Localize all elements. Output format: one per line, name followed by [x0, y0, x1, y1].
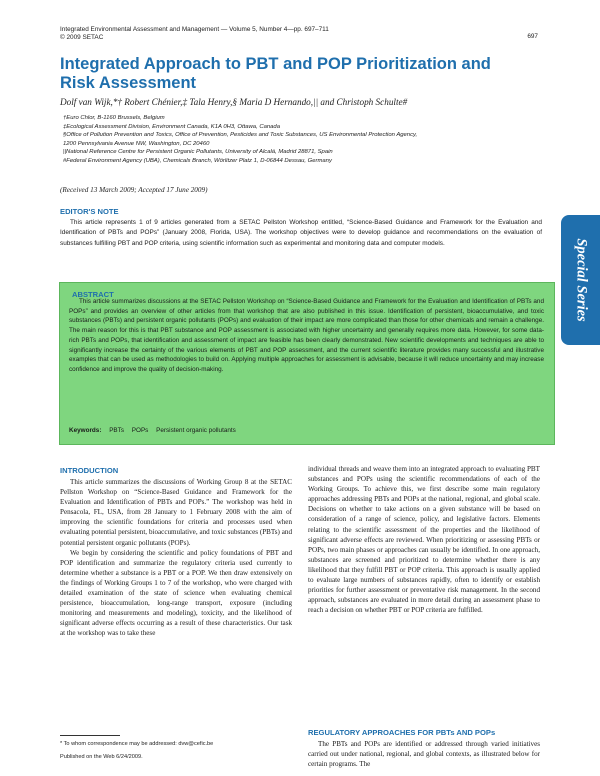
- page-number: 697: [527, 33, 538, 40]
- affiliation: ||National Reference Centre for Persistent Organic Pollutants, University of Alcalá, Madrid 28871, Spain: [63, 149, 333, 156]
- footnote-divider: [60, 735, 120, 736]
- abstract-heading: ABSTRACT: [72, 290, 114, 299]
- intro-paragraph-2: We begin by considering the scientific and policy foundations of PBT and POP identification and summarize the regulatory criteria used currently to determine whether a substance is a PBT or a POP. We then draw extensively on the findings of Working Groups 1 to 7 of the workshop, who were charged with detailed examination of the state of science when evaluating chemical persistence, bioaccumulation, long-range transport, exposure (including monitoring and measurements and modeling), toxicity, and the likelihood of significant adverse effects occurring as a result of these characteristics. Our task at the workshop was to take these: [60, 548, 292, 638]
- journal-copyright: © 2009 SETAC: [60, 34, 104, 41]
- affiliation: 1200 Pennsylvania Avenue NW, Washington, DC 20460: [63, 140, 210, 147]
- left-column: [60, 477, 292, 639]
- keyword: POPs: [131, 427, 149, 434]
- right-column-continued: [308, 739, 540, 769]
- intro-paragraph-1: This article summarizes the discussions of Working Group 8 at the SETAC Pellston Workshop on “Science-Based Guidance and Framework for the Evaluation and Identification of PBTs and POPs.” The workshop was held in Pensacola, FL, USA, from 28 January to 1 February 2008 with the aim of improving the scientific foundations for criteria and processes used when evaluating potential persistent, bioaccumulative, and toxic substances (PBTs) and potential persistent organic pollutants (POPs).: [60, 478, 292, 547]
- right-paragraph-2: The PBTs and POPs are identified or addressed through varied initiatives carried out under national, regional, and global contexts, as illustrated below for certain programs. The: [308, 740, 540, 769]
- author-list: Dolf van Wijk,*† Robert Chénier,‡ Tala Henry,§ Maria D Hernando,|| and Christoph Schulte#: [60, 97, 408, 107]
- abstract-box: [59, 282, 555, 445]
- correspondence-footnote: * To whom correspondence may be addressed: dvw@cefic.be: [60, 741, 214, 747]
- keyword: PBTs: [109, 427, 125, 434]
- abstract-text: This article summarizes discussions at the SETAC Pellston Workshop on “Science-Based Guidance and Framework for the Evaluation and Identification of PBTs and POPs” and provides an overview of other articles from that workshop that are also published in this issue. Identification of persistent, bioaccumulative, and toxic substances (PBTs) and persistent organic pollutants (POPs) and evaluation of their impact are more complicated than those for other chemicals and remain a challenge. The main reason for this is that PBT substance and POP assessment is associated with higher uncertainty and generally requires more data. However, for some data-rich PBTs and POPs, that identification and assessment of impact are feasible has been clearly demonstrated. New scientific developments and techniques are able to significantly increase the certainty of the various elements of PBT and POP assessment, and the current scientific literature provides many successful and illustrative examples that can be used as methodologies to build on. Applying multiple approaches for assessment is advisable, because it will reduce uncertainty and may increase confidence and improve the quality of decision-making.: [69, 298, 544, 373]
- introduction-heading: INTRODUCTION: [60, 466, 119, 475]
- affiliation: §Office of Pollution Prevention and Toxics, Office of Prevention, Pesticides and Toxic Substances, US Environmental Protection Agency,: [63, 132, 418, 139]
- affiliation: ‡Ecological Assessment Division, Environment Canada, K1A 0H3, Ottawa, Canada: [63, 123, 280, 130]
- journal-header: Integrated Environmental Assessment and Management — Volume 5, Number 4—pp. 697–711: [60, 26, 329, 33]
- regulatory-heading: REGULATORY APPROACHES FOR PBTs AND POPs: [308, 728, 496, 737]
- keywords-label: Keywords:: [69, 427, 102, 434]
- editors-note-heading: EDITOR'S NOTE: [60, 207, 119, 216]
- received-dates: (Received 13 March 2009; Accepted 17 June 2009): [60, 186, 208, 194]
- editors-note-text: This article represents 1 of 9 articles generated from a SETAC Pellston Workshop entitled, “Science-Based Guidance and Framework for the Evaluation and Identification of PBTs and POPs” (January 2008, Florida, USA). The workshop objectives were to develop guidance and recommendations on the evaluation of substances fulfilling PBT and POP criteria, using scientific information such as experimental and monitoring data and computer models.: [60, 219, 542, 247]
- special-series-tab: [561, 215, 600, 345]
- keywords-line: [69, 427, 236, 434]
- article-title: Integrated Approach to PBT and POP Prioritization and Risk Assessment: [60, 55, 491, 92]
- special-series-label: Special Series: [573, 238, 589, 322]
- affiliation: †Euro Chlor, B-1160 Brussels, Belgium: [63, 115, 165, 121]
- right-column: [308, 464, 540, 615]
- published-footnote: Published on the Web 6/24/2009.: [60, 754, 143, 760]
- affiliation: #Federal Environment Agency (UBA), Chemicals Branch, Wörlitzer Platz 1, D-06844 Dessau, Germany: [63, 158, 332, 164]
- right-paragraph-1: individual threads and weave them into an integrated approach to evaluating PBT substances and POPs using the scientific recommendations of each of the Working Groups. To achieve this, we first describe some main regulatory approaches addressing PBTs and POPs at the national, regional, and global scale. Decisions on whether to take actions on a given substance will be based on consideration of a range of science, policy, and legislative factors. Elements relating to the scientific assessment of the properties and the likelihood of significant adverse effects are reviewed. When prioritizing or assessing PBTs or POPs, two main phases or approaches can usually be identified. In one approach, substances are screened and prioritized to determine whether there is any likelihood that they fulfill PBT or POP criteria. This approach is usually applied to evaluate large numbers of substances rapidly, often to identify or establish priorities for further assessment or preventative risk management. In the second approach, substances are evaluated in more detail during an assessment phase to reach a decision on whether PBT or POP criteria are fulfilled.: [308, 465, 540, 615]
- keyword: Persistent organic pollutants: [156, 427, 236, 434]
